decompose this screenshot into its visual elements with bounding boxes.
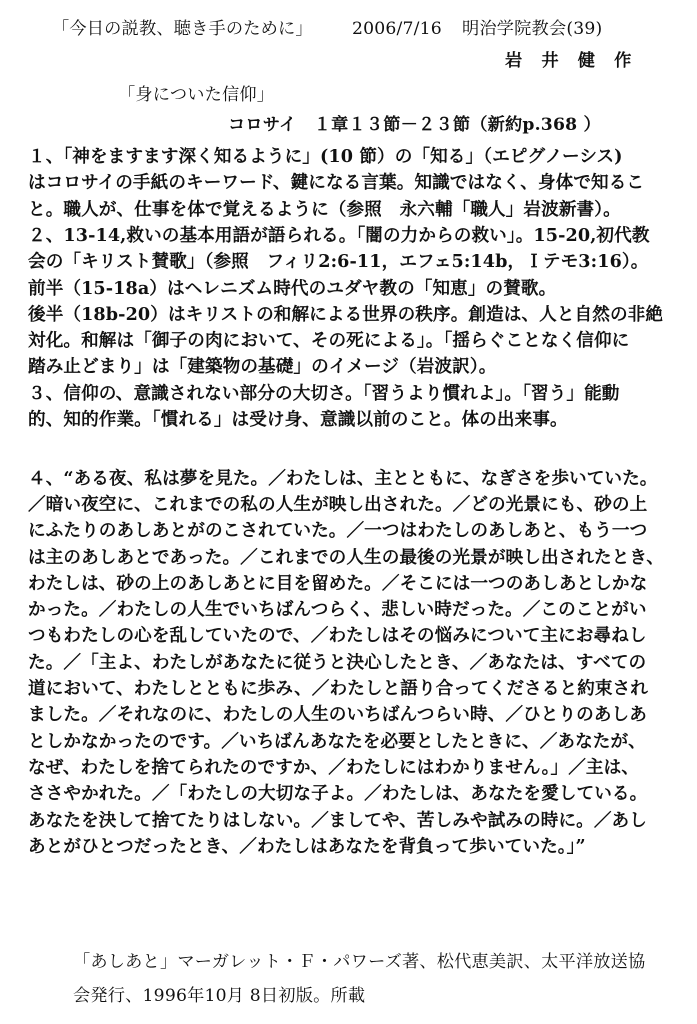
body-line: 会の「キリスト賛歌」（参照 フィリ2:6-11，エフェ5:14b，Ｉテモ3:16）。 <box>28 251 649 273</box>
body-line: はコロサイの手紙のキーワード、鍵になる言葉。知識ではなく、身体で知るこ <box>28 172 645 194</box>
body-line: 後半（18b-20）はキリストの和解による世界の秩序。創造は、人と自然の非絶 <box>28 303 664 325</box>
citation-line-1: 「あしあと」マーガレット・Ｆ・パワーズ著、松代恵美訳、太平洋放送協 <box>73 952 646 972</box>
body-line: としかなかったのです。／いちばんあなたを必要としたときに、／あなたが、 <box>28 730 646 752</box>
body-line: あとがひとつだったとき、／わたしはあなたを背負って歩いていた。」” <box>28 835 586 857</box>
body-line: と。職人が、仕事を体で覚えるように（参照 永六輔「職人」岩波新書）。 <box>28 198 621 220</box>
body-line: つもわたしの心を乱していたので、／わたしはその悩みについて主にお尋ねし <box>28 625 647 647</box>
body-line: わたしは、砂の上のあしあとに目を留めた。／そこには一つのあしあとしかな <box>28 572 648 594</box>
body-line: ささやかれた。／「わたしの大切な子よ。／わたしは、あなたを愛している。 <box>28 783 648 805</box>
author-name: 岩 井 健 作 <box>505 51 633 71</box>
body-line: ／暗い夜空に、これまでの私の人生が映し出された。／どの光景にも、砂の上 <box>28 493 648 515</box>
body-line: は主のあしあとであった。／これまでの人生の最後の光景が映し出されたとき、 <box>28 546 665 568</box>
body-line: にふたりのあしあとがのこされていた。／一つはわたしのあしあと、もう一つ <box>28 520 648 542</box>
body-line: あなたを決して捨てたりはしない。／ましてや、苦しみや試みの時に。／あし <box>28 809 647 831</box>
body-line: 対化。和解は「御子の肉において、その死による」。「揺らぐことなく信仰に <box>28 330 630 352</box>
body-line: ３、信仰の、意識されない部分の大切さ。「習うより慣れよ」。「習う」能動 <box>28 382 620 404</box>
body-line: ４、“ある夜、私は夢を見た。／わたしは、主とともに、なぎさを歩いていた。 <box>28 467 658 489</box>
body-line: １、「神をますます深く知るように」(10 節）の「知る」（エピグノーシス) <box>28 146 623 167</box>
body-line: 道において、わたしとともに歩み、／わたしと語り合ってくださると約束され <box>28 678 648 699</box>
body-line: た。／「主よ、わたしがあなたに従うと決心したとき、／あなたは、すべての <box>28 651 647 673</box>
scripture-reference: コロサイ １章１３節－２３節（新約p.368 ） <box>228 115 601 135</box>
church-name: 明治学院教会(39) <box>462 19 603 39</box>
body-line: 踏み止どまり」は「建築物の基礎」のイメージ（岩波訳）。 <box>28 356 497 378</box>
body-line: なぜ、わたしを捨てられたのですか、／わたしにはわかりません。」／主は、 <box>28 756 640 778</box>
body-line: ２、13-14,救いの基本用語が語られる。「闇の力からの救い」。15-20,初代教 <box>28 224 650 246</box>
sermon-label: 「今日の説教、聴き手のために」 <box>52 19 313 39</box>
sermon-title: 「身についた信仰」 <box>118 85 275 105</box>
body-line: 前半（15-18a）はヘレニズム時代のユダヤ教の「知恵」の賛歌。 <box>28 277 557 299</box>
body-line: かった。／わたしの人生でいちばんつらく、悲しい時だった。／このことがい <box>28 599 647 621</box>
date: 2006/7/16 <box>352 19 442 39</box>
body-line: ました。／それなのに、わたしの人生のいちばんつらい時、／ひとりのあしあ <box>28 704 647 726</box>
citation-line-2: 会発行、1996年10月 8日初版。所載 <box>73 986 366 1006</box>
body-line: 的、知的作業。「慣れる」は受け身、意識以前のこと。体の出来事。 <box>28 409 568 430</box>
